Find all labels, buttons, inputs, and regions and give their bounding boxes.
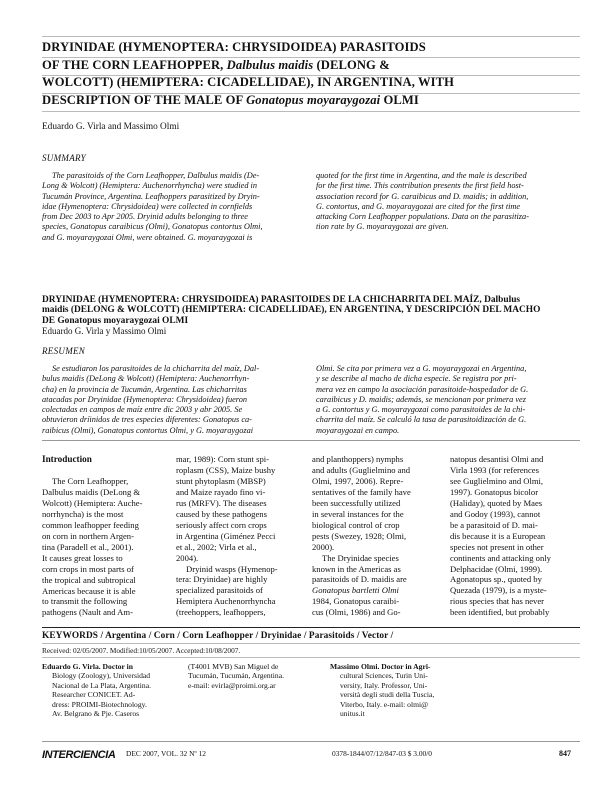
resumen-left: Se estudiaron los parasitoides de la chicharrita del maíz, Dal- bulus maidis (DeLong & Wolcott) (Hemiptera: Auchenorrhyn- cha) en la provincia de Tucumán, Argentina. Las chicharritas atacadas por Dryinidae (Hymenoptera: Chrysidoidea) fueron colectadas en campos de maíz entre dic 2003 y abr 2005. Se obtuvieron dríinidos de tres especies diferentes: Gonatopus ca- raibicus (Olmi), Gonatopus contortus Olmi, y G. moyaraygozai xyxy=(42,364,260,435)
keywords-bottom-rule xyxy=(42,643,580,644)
title-line-1: DRYINIDAE (HYMENOPTERA: CHRYSIDOIDEA) PARASITOIDS xyxy=(42,40,426,54)
body-column-4: natopus desantisi Olmi and Virla 1993 (for references see Guglielmino and Olmi, 1997). Gonatopus bicolor (Haliday), quoted by Maes and Godoy (1993), cannot be a parasitoid of D. mai- dis because it is a European species not present in other continents and attacking only Delphacidae (Olmi, 1999). Agonatopus sp., quoted by Quezada (1979), is a myste- rious species that has never been identified, but probably xyxy=(450,454,551,618)
body-column-1: The Corn Leafhopper, Dalbulus maidis (DeLong & Wolcott) (Hemiptera: Auche- norrhyncha) is the most common leafhopper feeding on corn in northern Argen- tina (Paradell et al., 2001). It causes great losses to corn crops in most parts of the tropical and subtropical Americas because it is able to transmit the following pathogens (Nault and Am- xyxy=(42,476,143,618)
title-divider-1 xyxy=(42,57,580,58)
received-rule xyxy=(42,657,580,658)
spanish-title: DRYINIDAE (HYMENOPTERA: CHRYSIDOIDEA) PARASITOIDES DE LA CHICHARRITA DEL MAÍZ, Dalbulus maidis (DELONG & WOLCOTT) (HEMIPTERA: CICADELLIDAE), EN ARGENTINA, Y DESCRIPCIÓN DEL MACHO DE Gonatopus moyaraygozai OLMI xyxy=(42,295,541,326)
title-divider-2 xyxy=(42,75,580,76)
introduction-heading: Introduction xyxy=(42,454,92,464)
footer-issn: 0378-1844/07/12/847-03 $ 3.00/0 xyxy=(332,749,432,758)
affiliation-virla: Eduardo G. Virla. Doctor in Biology (Zoology), Universidad Nacional de La Plata, Argentina. Researcher CONICET. Ad- dress: PROIMI-Biotechnology. Av. Belgrano & Pje. Caseros xyxy=(42,662,151,719)
resumen-heading: RESUMEN xyxy=(42,346,86,356)
spanish-authors: Eduardo G. Virla y Massimo Olmi xyxy=(42,326,167,336)
title-line-2: OF THE CORN LEAFHOPPER, Dalbulus maidis (DELONG & xyxy=(42,57,390,72)
footer-issue: DEC 2007, VOL. 32 Nº 12 xyxy=(126,749,206,758)
journal-logo-text: INTERCIENCIA xyxy=(42,749,116,761)
title-line-4: DESCRIPTION OF THE MALE OF Gonatopus moyaraygozai OLMI xyxy=(42,92,419,107)
summary-left: The parasitoids of the Corn Leafhopper, Dalbulus maidis (De- Long & Wolcott) (Hemiptera: Auchenorrhyncha) were studied in Tucumán Province, Argentina. Leafhoppers parasitized by Dryin- idae (Hymenoptera: Chrysidoidea) were collected in cornfields from Dec 2003 to Apr 2005. Dryinid adults belonging to three species, Gonatopus caraibicus (Olmi), Gonatopus contortus Olmi, and G. moyaraygozai Olmi, were obtained. G. moyaraygozai is xyxy=(42,171,263,242)
summary-right: quoted for the first time in Argentina, and the male is described for the first time. This contribution presents the first field host- association record for G. caraibicus and D. maidis; in addition, G. contortus, and G. moyaraygozai are cited for the first time attacking Corn Leafhopper populations. Data on the parasitiza- tion rate by G. moyaraygozai are given. xyxy=(316,171,529,232)
footer-rule xyxy=(42,741,580,742)
affiliation-virla-address: (T4001 MVB) San Miguel de Tucumán, Tucumán, Argentina. e-mail: evirla@proimi.org.ar xyxy=(188,662,284,690)
title-divider-3 xyxy=(42,93,580,94)
journal-logo xyxy=(42,745,120,759)
top-rule xyxy=(42,36,580,37)
title-divider-4 xyxy=(42,111,580,112)
title-line-3: WOLCOTT) (HEMIPTERA: CICADELLIDAE), IN ARGENTINA, WITH xyxy=(42,75,455,90)
page-number: 847 xyxy=(559,749,571,758)
keywords: KEYWORDS / Argentina / Corn / Corn Leafhopper / Dryinidae / Parasitoids / Vector / xyxy=(42,631,394,641)
resumen-right: Olmi. Se cita por primera vez a G. moyaraygozai en Argentina, y se describe al macho de dicha especie. Se registra por pri- mera vez en campo la asociación parasitoide-hospedador de G. caraibicus y D. maidis; además, se mencionan por primera vez a G. contortus y G. moyaraygozai como parasitoides de la chi- charrita del maíz. Se calculó la tasa de parasitoidización de G. moyaraygozai en campo. xyxy=(316,364,529,435)
keywords-top-rule xyxy=(42,627,580,628)
body-column-2: mar, 1989): Corn stunt spi- roplasm (CSS), Maize bushy stunt phytoplasm (MBSP) and Maize rayado fino vi- rus (MRFV). The diseases caused by these pathogens seriously affect corn crops in Argentina (Giménez Pecci et al., 2002; Virla et al., 2004). Dryinid wasps (Hymenop- tera: Dryinidae) are highly specialized parasitoids of Hemiptera Auchenorrhyncha (treehoppers, leafhoppers, xyxy=(176,454,278,618)
summary-heading: SUMMARY xyxy=(42,153,86,163)
received-dates: Received: 02/05/2007. Modified:10/05/2007. Accepted:10/08/2007. xyxy=(42,646,241,655)
body-column-3: and planthoppers) nymphs and adults (Guglielmino and Olmi, 1997, 2006). Repre- sentatives of the family have been successfully utilized in several instances for the biological control of crop pests (Swezey, 1928; Olmi, 2000). The Dryinidae species known in the Americas as parasitoids of D. maidis are Gonatopus bartletti Olmi 1984, Gonatopus caraibi- cus (Olmi, 1986) and Go- xyxy=(312,454,411,618)
section-divider xyxy=(42,440,580,441)
authors: Eduardo G. Virla and Massimo Olmi xyxy=(42,122,180,132)
affiliation-olmi: Massimo Olmi. Doctor in Agri- cultural Sciences, Turin Uni- versity, Italy. Professor, Uni- versità degli studi della Tuscia, Viterbo, Italy. e-mail: olmi@ unitus.it xyxy=(330,662,435,719)
